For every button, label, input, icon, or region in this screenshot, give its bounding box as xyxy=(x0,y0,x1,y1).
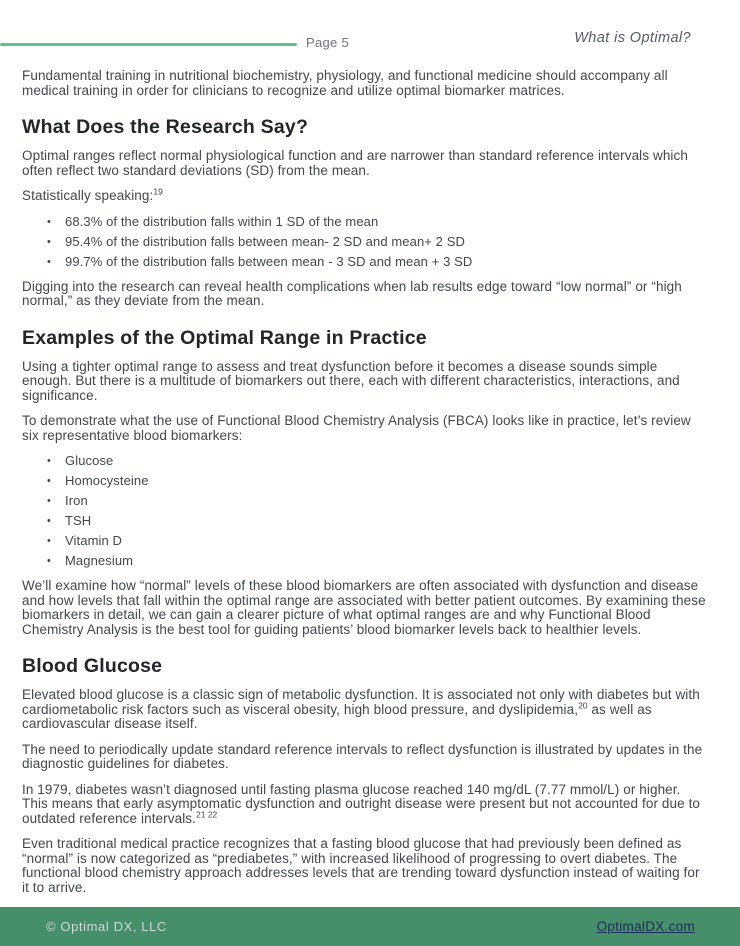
section-heading-research: What Does the Research Say? xyxy=(22,116,309,138)
page-content xyxy=(22,58,706,906)
paragraph: Using a tighter optimal range to assess and treat dysfunction before it becomes a disease sounds simple enough. But there is a multitude of biomarkers out there, each with different characteristics, interactions, and significance. xyxy=(22,358,680,403)
stat-intro-text: Statistically speaking: xyxy=(22,188,154,203)
list-item: • Magnesium xyxy=(47,554,706,568)
section-blood-glucose xyxy=(22,656,706,895)
document-title: What is Optimal? xyxy=(574,30,691,46)
intro-paragraph: Fundamental training in nutritional biochemistry, physiology, and functional medicine should accompany all medical training in order for clinicians to recognize and utilize optimal biomarker matrices. xyxy=(22,68,668,98)
section-research xyxy=(22,117,706,309)
list-item: • Iron xyxy=(47,494,706,508)
section-heading-blood-glucose: Blood Glucose xyxy=(22,655,163,677)
paragraph: Even traditional medical practice recognizes that a fasting blood glucose that had previously been defined as “normal” is now categorized as “prediabetes,” with increased likelihood of progressing to overt diabetes. The functional blood chemistry approach addresses levels that are trending toward dysfunction instead of waiting for it to arrive. xyxy=(22,836,700,895)
list-item: • 95.4% of the distribution falls between mean- 2 SD and mean+ 2 SD xyxy=(47,235,706,249)
footnote-ref: 21 22 xyxy=(196,809,218,819)
copyright-text: © Optimal DX, LLC xyxy=(46,919,167,934)
paragraph-text: In 1979, diabetes wasn’t diagnosed until fasting plasma glucose reached 140 mg/dL (7.77 mmol/L) or higher. This means that early asymptomatic dysfunction and outright disease were present but not accounted for due to outdated reference intervals. xyxy=(22,781,701,826)
list-item: • TSH xyxy=(47,514,706,528)
paragraph-text: Elevated blood glucose is a classic sign of metabolic dysfunction. It is associated not only with diabetes but with cardiometabolic risk factors such as visceral obesity, high blood pressure, and dyslipidemia, xyxy=(22,687,700,717)
paragraph-with-footnote xyxy=(22,688,706,732)
header-divider-rule xyxy=(0,43,297,46)
list-item: • Glucose xyxy=(47,454,706,468)
paragraph: We’ll examine how “normal” levels of these blood biomarkers are often associated with dysfunction and disease and how levels that fall within the optimal range are associated with better patient outcomes. By examining these biomarkers in detail, we can gain a clearer picture of what optimal ranges are and why Functional Blood Chemistry Analysis is the best tool for guiding patients’ blood biomarker levels back to healthier levels. xyxy=(22,578,706,637)
footer-link[interactable]: OptimalDX.com xyxy=(596,919,695,934)
paragraph: Optimal ranges reflect normal physiological function and are narrower than standard reference intervals which often reflect two standard deviations (SD) from the mean. xyxy=(22,148,688,178)
paragraph: The need to periodically update standard reference intervals to reflect dysfunction is illustrated by updates in the diagnostic guidelines for diabetes. xyxy=(22,741,703,771)
list-item: • Homocysteine xyxy=(47,474,706,488)
paragraph-with-footnote xyxy=(22,783,706,827)
list-item: • 99.7% of the distribution falls between mean - 3 SD and mean + 3 SD xyxy=(47,255,706,269)
page-number-label: Page 5 xyxy=(306,35,350,50)
sd-distribution-list xyxy=(47,215,706,269)
section-examples xyxy=(22,328,706,638)
list-item: • Vitamin D xyxy=(47,534,706,548)
list-item: • 68.3% of the distribution falls within 1 SD of the mean xyxy=(47,215,706,229)
paragraph: To demonstrate what the use of Functional Blood Chemistry Analysis (FBCA) looks like in practice, let’s review six representative blood biomarkers: xyxy=(22,413,691,443)
paragraph: Digging into the research can reveal health complications when lab results edge toward “low normal” or “high normal,” as they deviate from the mean. xyxy=(22,278,682,308)
page-footer xyxy=(0,907,740,946)
footnote-ref: 19 xyxy=(153,186,163,197)
paragraph-text: as well as cardiovascular disease itself. xyxy=(22,701,652,731)
footnote-ref: 20 xyxy=(578,700,588,710)
section-heading-examples: Examples of the Optimal Range in Practice xyxy=(22,326,427,349)
paragraph-stat-intro xyxy=(22,186,706,204)
biomarker-list xyxy=(47,454,706,568)
